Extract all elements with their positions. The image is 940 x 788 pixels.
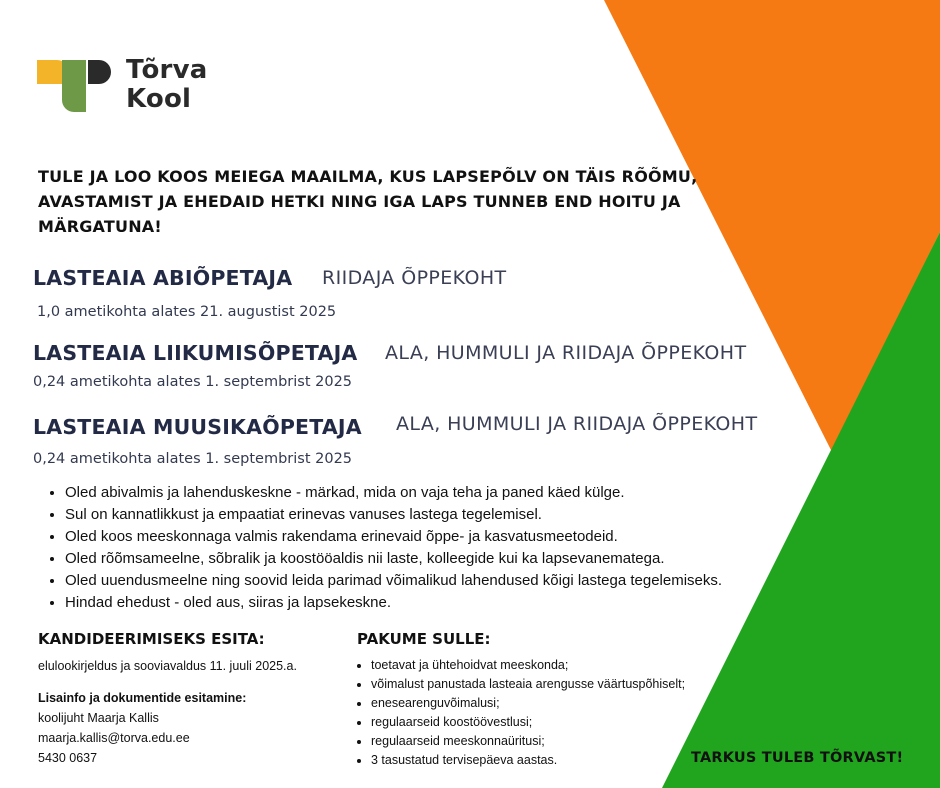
offer-list (357, 656, 685, 770)
list-item: • enesearenguvõimalusi; (371, 694, 685, 713)
list-item: • Hindad ehedust - oled aus, siiras ja lapsekeskne. (65, 592, 785, 614)
position-title: LASTEAIA LIIKUMISÕPETAJA (33, 341, 358, 365)
apply-text: elulookirjeldus ja sooviavaldus 11. juuli 2025.a. (38, 659, 297, 673)
list-item: • Oled koos meeskonnaga valmis rakendama erinevaid õppe- ja kasvatusmeetodeid. (65, 526, 785, 548)
list-item: • Oled uuendusmeelne ning soovid leida parimad võimalikud lahendused kõigi lastega tegelemiseks. (65, 570, 785, 592)
position-title: LASTEAIA ABIÕPETAJA (33, 266, 293, 290)
list-item: • toetavat ja ühtehoidvat meeskonda; (371, 656, 685, 675)
list-item: • regulaarseid koostöövestlusi; (371, 713, 685, 732)
list-item: • 3 tasustatud tervisepäeva aastas. (371, 751, 685, 770)
contact-block (38, 688, 246, 768)
position-location: ALA, HUMMULI JA RIIDAJA ÕPPEKOHT (396, 413, 758, 435)
offer-heading: PAKUME SULLE: (357, 630, 491, 648)
logo-wordmark (126, 56, 207, 114)
position-detail: 0,24 ametikohta alates 1. septembrist 2025 (33, 451, 353, 467)
list-item: • Oled abivalmis ja lahenduskeskne - märkad, mida on vaja teha ja paned käed külge. (65, 482, 785, 504)
list-item: • Sul on kannatlikkust ja empaatiat erinevas vanuses lastega tegelemisel. (65, 504, 785, 526)
logo-line-1: Tõrva (126, 55, 208, 85)
position-title: LASTEAIA MUUSIKAÕPETAJA (33, 415, 362, 439)
contact-email[interactable]: maarja.kallis@torva.edu.ee (38, 731, 190, 745)
list-item: • võimalust panustada lasteaia arengusse väärtuspõhiselt; (371, 675, 685, 694)
list-item: • regulaarseid meeskonnaüritusi; (371, 732, 685, 751)
position-location: RIIDAJA ÕPPEKOHT (322, 267, 507, 289)
contact-name: koolijuht Maarja Kallis (38, 711, 159, 725)
contact-heading: Lisainfo ja dokumentide esitamine: (38, 691, 247, 705)
position-location: ALA, HUMMULI JA RIIDAJA ÕPPEKOHT (385, 342, 747, 364)
requirements-list (44, 482, 785, 614)
list-item: • Oled rõõmsameelne, sõbralik ja koostööaldis nii laste, kolleegide kui ka lapsevanematega. (65, 548, 785, 570)
position-detail: 1,0 ametikohta alates 21. augustist 2025 (37, 304, 337, 320)
logo-line-2: Kool (126, 84, 192, 114)
contact-phone: 5430 0637 (38, 751, 98, 765)
logo-dark-shape (88, 60, 111, 84)
slogan: TARKUS TULEB TÕRVAST! (691, 750, 904, 766)
logo-green-shape (62, 60, 86, 112)
position-detail: 0,24 ametikohta alates 1. septembrist 2025 (33, 374, 353, 390)
headline: TULE JA LOO KOOS MEIEGA MAAILMA, KUS LAPSEPÕLV ON TÄIS RÕÕMU, AVASTAMIST JA EHEDAID HETKI NING IGA LAPS TUNNEB END HOITU JA MÄRGATUNA! (38, 167, 698, 236)
apply-heading: KANDIDEERIMISEKS ESITA: (38, 630, 265, 648)
